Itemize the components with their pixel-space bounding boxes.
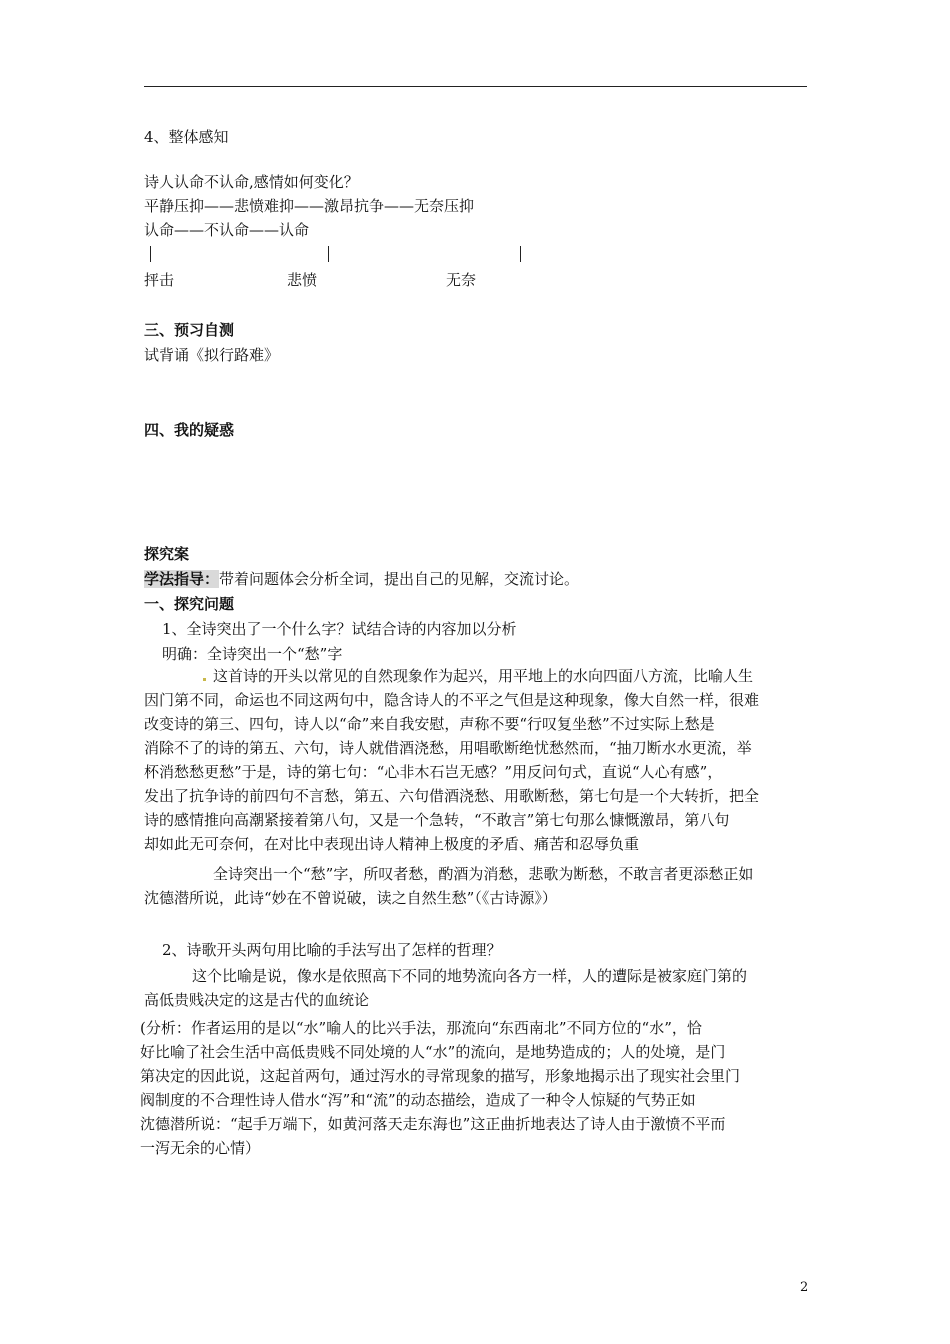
connector-bar-2 [328, 246, 329, 262]
preview-task: 试背诵《拟行路难》 [144, 346, 280, 364]
p4-line: 好比喻了社会生活中高低贵贱不同处境的人“水”的流向，是地势造成的；人的处境，是门 [140, 1043, 726, 1061]
emotion-flow: 平静压抑——悲愤难抑——激昂抗争——无奈压抑 [144, 197, 475, 215]
connector-bar-3 [520, 246, 521, 262]
connector-bar-1 [150, 246, 151, 262]
question-2: 2、诗歌开头两句用比喻的手法写出了怎样的哲理？ [162, 941, 502, 959]
overall-question: 诗人认命不认命,感情如何变化？ [144, 173, 359, 191]
label-helpless: 无奈 [446, 271, 477, 289]
preview-heading: 三、预习自测 [144, 321, 235, 339]
method-guide [144, 569, 579, 589]
p1-line: 这首诗的开头以常见的自然现象作为起兴，用平地上的水向四面八方流，比喻人生 [213, 667, 754, 685]
p3-line: 这个比喻是说，像水是依照高下不同的地势流向各方一样，人的遭际是被家庭门第的 [192, 967, 748, 985]
label-indignation: 悲愤 [287, 271, 318, 289]
analysis-paragraph-4 [140, 1016, 805, 1160]
p3-line: 高低贵贱决定的这是古代的血统论 [144, 991, 370, 1009]
doubts-heading: 四、我的疑惑 [144, 421, 235, 439]
method-guide-label: 学法指导： [144, 570, 220, 588]
p4-line: 阀制度的不合理性诗人借水“泻”和“流”的动态描绘，造成了一种令人惊疑的气势正如 [140, 1091, 696, 1109]
p1-line: 消除不了的诗的第五、六句，诗人就借酒浇愁，用唱歌断绝忧愁然而，“抽刀断水水更流，举 [144, 739, 752, 757]
header-rule [144, 86, 807, 87]
analysis-paragraph-1 [144, 664, 809, 856]
p1-line: 改变诗的第三、四句，诗人以“命”来自我安慰，声称不要“行叹复坐愁”不过实际上愁是 [144, 715, 715, 733]
overall-heading: 4、整体感知 [144, 128, 229, 146]
explore-subheading: 一、探究问题 [144, 595, 235, 613]
label-attack: 抨击 [144, 271, 175, 289]
analysis-paragraph-2 [144, 862, 809, 910]
p4-line: 沈德潜所说：“起手万端下，如黄河落天走东海也”这正曲折地表达了诗人由于激愤不平而 [140, 1115, 726, 1133]
p1-line: 杯消愁愁更愁”于是，诗的第七句：“心非木石岂无感？”用反问句式，直说“人心有感”， [144, 763, 723, 781]
p2-line: 全诗突出一个“愁”字，所叹者愁，酌酒为消愁，悲歌为断愁，不敢言者更添愁正如 [213, 865, 754, 883]
p1-line: 发出了抗争诗的前四句不言愁，第五、六句借酒浇愁、用歌断愁，第七句是一个大转折，把全 [144, 787, 760, 805]
analysis-paragraph-3 [144, 964, 809, 1012]
method-guide-text: 带着问题体会分析全词，提出自己的见解，交流讨论。 [219, 570, 580, 588]
p4-line: 一泻无余的心情） [140, 1139, 261, 1157]
p1-line: 诗的感情推向高潮紧接着第八句，又是一个急转，“不敢言”第七句那么慷慨激昂，第八句 [144, 811, 730, 829]
answer-1: 明确：全诗突出一个“愁”字 [162, 645, 343, 663]
p2-line: 沈德潜所说，此诗“妙在不曾说破，读之自然生愁”（《古诗源》） [144, 889, 557, 907]
p4-line: 第决定的因此说，这起首两句，通过泻水的寻常现象的描写，形象地揭示出了现实社会里门 [140, 1067, 741, 1085]
explore-heading: 探究案 [144, 545, 190, 563]
p1-line: 因门第不同，命运也不同这两句中，隐含诗人的不平之气但是这种现象，像大自然一样，很难 [144, 691, 760, 709]
fate-flow: 认命——不认命——认命 [144, 221, 310, 239]
p1-line: 却如此无可奈何，在对比中表现出诗人精神上极度的矛盾、痛苦和忍辱负重 [144, 835, 640, 853]
question-1: 1、全诗突出了一个什么字？试结合诗的内容加以分析 [162, 620, 517, 638]
page-number: 2 [800, 1280, 809, 1295]
p4-line: (分析：作者运用的是以“水”喻人的比兴手法，那流向“东西南北”不同方位的“水”，恰 [140, 1019, 702, 1037]
